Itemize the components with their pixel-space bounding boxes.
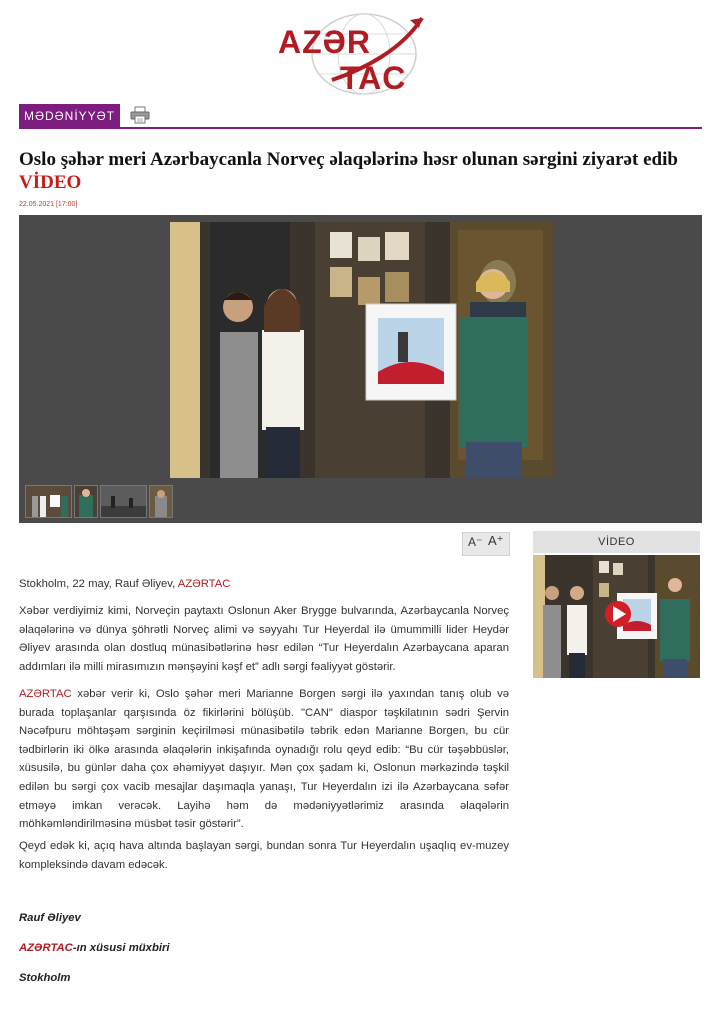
paragraph-3: Qeyd edək ki, açıq hava altında başlayan sərgi, bundan sonra Tur Heyerdalın uşaqlıq ev-muzey kompleksində davam edəcək. [19,840,509,871]
thumbnail-1[interactable] [25,485,72,518]
author-role-text: -ın xüsusi müxbiri [72,942,170,954]
logo-text-top: AZƏR [278,24,371,60]
author-name: Rauf Əliyev [19,912,81,924]
font-decrease-button[interactable]: A⁻ [468,535,483,549]
category-badge[interactable]: MƏDƏNİYYƏT [19,104,120,128]
printer-icon[interactable] [130,106,150,124]
font-increase-button[interactable]: A⁺ [488,533,504,548]
article-title: Oslo şəhər meri Azərbaycanla Norveç əlaqələrinə həsr olunan sərgini ziyarət edib [19,149,678,170]
video-section-heading: VİDEO [533,531,700,553]
author-role [19,942,170,954]
paragraph-1: Xəbər verdiyimiz kimi, Norveçin paytaxtı Oslonun Aker Brygge bulvarında, Azərbaycanla Norveç əlaqələrinə və dünya şöhrətli Norveç alimi və səyyahı Tur Heyerdal ilə ümummilli lider Heydər Əliyev arasında olan dostluq münasibətlərinə həsr edilən “Tur Heyerdalın Azərbaycana aparan addımları ilə milli mirasımızın mənşəyini kəşf et” adlı sərgi fəaliyyət göstərir. [19,605,509,673]
paragraph-2 [19,685,509,834]
dateline [19,575,509,594]
video-tag[interactable]: VİDEO [19,172,82,193]
article-date: 22.05.2021 [17:00] [19,201,78,208]
main-photo[interactable] [170,222,553,478]
play-icon[interactable] [605,601,631,627]
paragraph-2-text: xəbər verir ki, Oslo şəhər meri Marianne Borgen sərgi ilə yaxından tanış olub və burada toplaşanlar qarşısında öz fikirlərini bölüşüb. "CAN" diaspor təşkilatının sədri Şervin Nəcəfpuru möhtəşəm sərginin keçirilməsi münasibətilə təbrik edən Marianne Borgen, bu cür tədbirlərin iki ölkə arasında əlaqələrin inkişafında oynadığı rolu qeyd edib: “Bu cür təşəbbüslər, xüsusilə, bu günlər daha çox əhəmiyyət daşıyır. Mən çox şadam ki, Oslonun mərkəzində təşkil edilən bu sərgi çox vacib mesajlar daşımaqla yanaşı, Tur Heyerdalın izi ilə Azərbaycana səfər etməyə imkan verəcək. Layihə həm də mədəniyyətlərimiz arasında əlaqələrin möhkəmləndirilməsinə müsbət təsir göstərir”. [19,688,509,831]
dateline-agency[interactable]: AZƏRTAC [177,578,231,590]
thumbnail-3[interactable] [100,485,147,518]
dateline-prefix: Stokholm, 22 may, Rauf Əliyev, [19,578,176,590]
author-role-agency[interactable]: AZƏRTAC [19,942,73,954]
thumbnail-4[interactable] [149,485,173,518]
video-thumbnail[interactable] [533,555,700,678]
paragraph-2-agency[interactable]: AZƏRTAC [19,688,72,700]
author-location: Stokholm [19,972,71,984]
thumbnail-2[interactable] [74,485,98,518]
logo-text-bottom: TAC [340,60,407,96]
category-divider [19,127,702,129]
